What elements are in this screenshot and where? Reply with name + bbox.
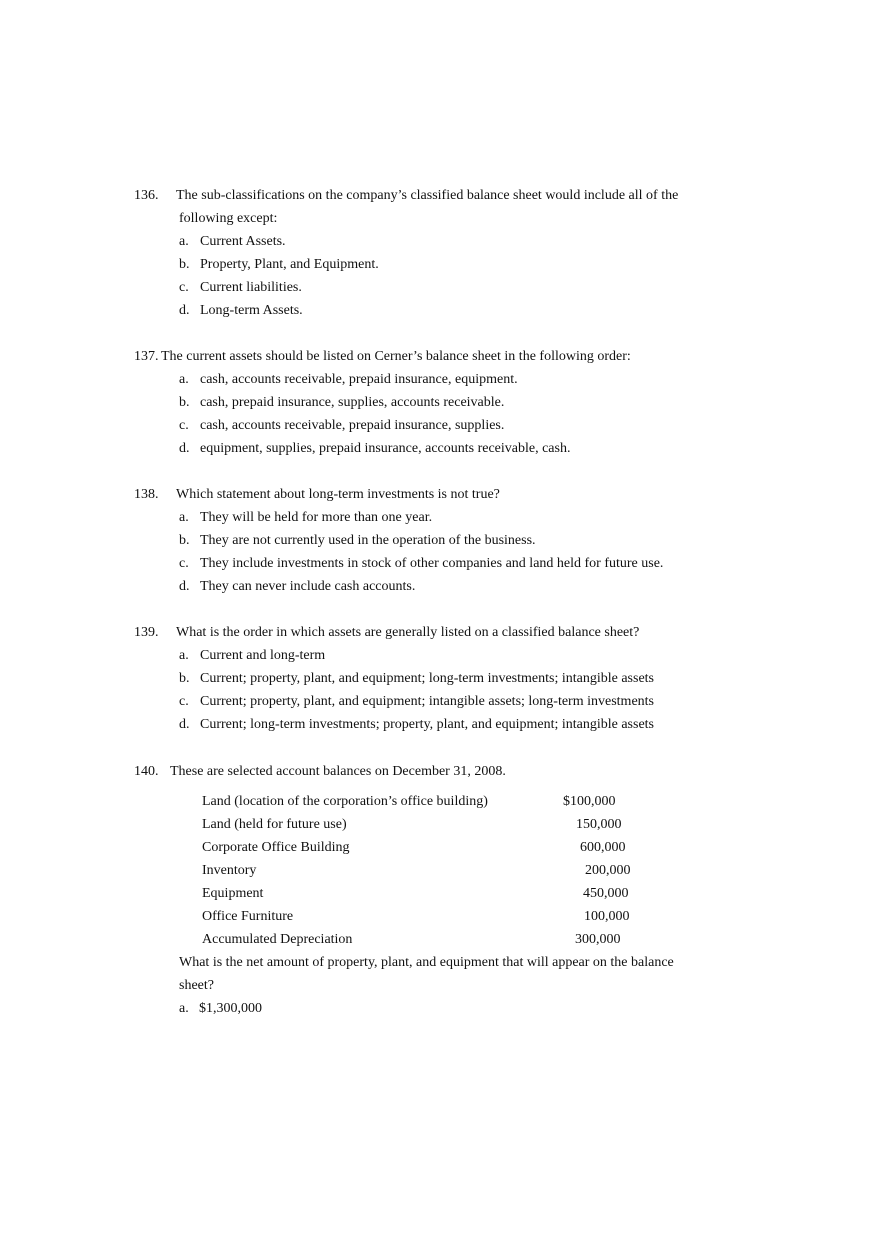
account-amount: 200,000 [585, 863, 631, 878]
option-letter: a. [179, 372, 189, 387]
option-letter: b. [179, 395, 190, 410]
question-number: 139. [134, 625, 159, 640]
option-text: Property, Plant, and Equipment. [200, 257, 379, 272]
question-stem: Which statement about long-term investments is not true? [176, 487, 500, 502]
option-text: Current and long-term [200, 648, 326, 663]
question-stem: The sub-classifications on the company’s classified balance sheet would include all of the [176, 188, 679, 203]
option-text: They can never include cash accounts. [200, 579, 416, 594]
option-text: equipment, supplies, prepaid insurance, accounts receivable, cash. [200, 441, 571, 456]
option-text: $1,300,000 [199, 1001, 262, 1016]
account-name: Corporate Office Building [202, 840, 350, 855]
account-amount: 600,000 [580, 840, 626, 855]
question-stem: The current assets should be listed on Cerner’s balance sheet in the following order: [161, 349, 631, 364]
option-text: Long-term Assets. [200, 303, 303, 318]
option-letter: b. [179, 257, 190, 272]
option-letter: d. [179, 717, 190, 732]
option-text: cash, accounts receivable, prepaid insurance, equipment. [200, 372, 518, 387]
question-number: 138. [134, 487, 159, 502]
option-text: Current liabilities. [200, 280, 302, 295]
option-letter: a. [179, 1001, 189, 1016]
option-letter: c. [179, 556, 189, 571]
option-text: They will be held for more than one year. [200, 510, 433, 525]
option-letter: d. [179, 579, 190, 594]
option-text: Current; property, plant, and equipment; long-term investments; intangible assets [200, 671, 654, 686]
question-number: 136. [134, 188, 159, 203]
option-text: cash, accounts receivable, prepaid insurance, supplies. [200, 418, 505, 433]
option-text: Current; long-term investments; property, plant, and equipment; intangible assets [200, 717, 654, 732]
option-letter: a. [179, 510, 189, 525]
option-letter: b. [179, 533, 190, 548]
option-letter: d. [179, 303, 190, 318]
option-letter: c. [179, 418, 189, 433]
option-text: Current; property, plant, and equipment; intangible assets; long-term investments [200, 694, 654, 709]
account-amount: 300,000 [575, 932, 621, 947]
option-letter: b. [179, 671, 190, 686]
question-number: 137. [134, 349, 159, 364]
account-name: Equipment [202, 886, 264, 901]
account-name: Inventory [202, 863, 257, 878]
option-letter: c. [179, 280, 189, 295]
account-amount: 100,000 [584, 909, 630, 924]
option-letter: c. [179, 694, 189, 709]
question-stem-continued: following except: [179, 211, 278, 226]
option-letter: d. [179, 441, 190, 456]
account-name: Land (location of the corporation’s office building) [202, 794, 488, 809]
account-name: Land (held for future use) [202, 817, 347, 832]
option-text: Current Assets. [200, 234, 286, 249]
account-amount: 150,000 [576, 817, 622, 832]
option-letter: a. [179, 648, 189, 663]
question-prompt: What is the net amount of property, plant, and equipment that will appear on the balance [179, 955, 674, 970]
option-text: They include investments in stock of other companies and land held for future use. [200, 556, 664, 571]
question-number: 140. [134, 764, 159, 779]
account-amount: $100,000 [563, 794, 616, 809]
option-text: They are not currently used in the operation of the business. [200, 533, 536, 548]
account-amount: 450,000 [583, 886, 629, 901]
account-name: Accumulated Depreciation [202, 932, 353, 947]
question-stem: These are selected account balances on December 31, 2008. [170, 764, 506, 779]
option-letter: a. [179, 234, 189, 249]
option-text: cash, prepaid insurance, supplies, accounts receivable. [200, 395, 505, 410]
question-prompt-continued: sheet? [179, 978, 214, 993]
account-name: Office Furniture [202, 909, 294, 924]
question-stem: What is the order in which assets are generally listed on a classified balance sheet? [176, 625, 640, 640]
